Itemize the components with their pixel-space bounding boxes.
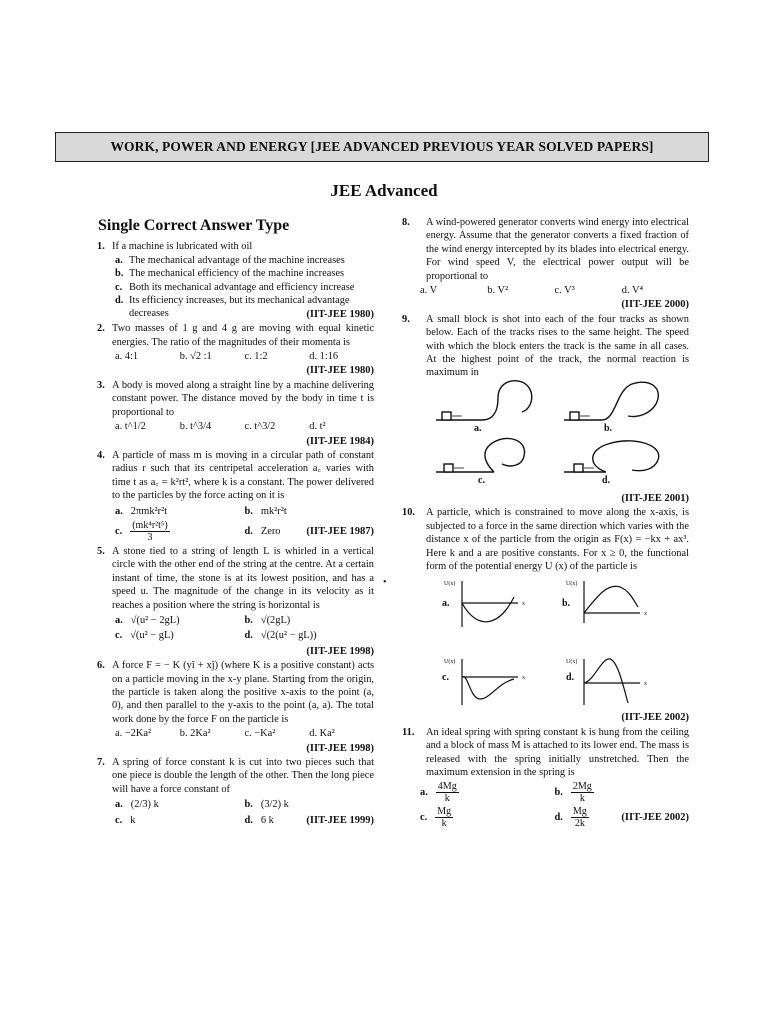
- option-c: √(u² − gL): [130, 630, 174, 642]
- option-a: $\frac{4Mg}{k}$: [437, 781, 457, 805]
- question-number: 2.: [97, 323, 105, 335]
- question-number: 8.: [402, 217, 410, 228]
- question-number: 11.: [402, 726, 415, 738]
- stray-marker: •: [383, 577, 387, 588]
- question-text: A particle of mass m is moving in a circular path of constant radius r such that its centripetal acceleration a꜀ varies with time t as a꜀ = k²rt², where k is a constant. The power delivered to the particles by the force acting on it is: [112, 449, 374, 502]
- option-b: b. V²: [487, 285, 509, 297]
- option-b: b. t^3/4: [179, 421, 212, 433]
- section-heading: Single Correct Answer Type: [98, 217, 290, 234]
- question-9: [402, 313, 689, 505]
- option-c: c. 1:2: [244, 351, 268, 363]
- potential-energy-graphs: [402, 573, 689, 711]
- question-text: If a machine is lubricated with oil: [112, 241, 253, 253]
- option-d: d. V⁴: [621, 285, 644, 297]
- question-3: [97, 379, 374, 448]
- option-b: The mechanical efficiency of the machine increases: [129, 268, 345, 280]
- option-d: d. t²: [309, 421, 326, 433]
- option-c: k: [130, 814, 136, 826]
- page-title: JEE Advanced: [330, 181, 438, 200]
- axis-label-u: U(x): [566, 659, 578, 666]
- option-a: a. t^1/2: [115, 421, 146, 433]
- option-a: a. V: [420, 285, 438, 297]
- question-text: A small block is shot into each of the four tracks as shown below. Each of the tracks rises to the same height. The speed with which the block enters the track is the same in all cases. At the highest point of the track, the normal reaction is maximum in: [426, 313, 689, 379]
- figure-label-b: b.: [604, 422, 613, 434]
- question-4: 4. A particle of mass m is moving in a circular path of constant radius r such that its centripetal acceleration a꜀ varies with time t as a꜀ = k²rt², where k is a constant. The power delivered to the particles by the force acting on it is a. 2πmk²r²t b. mk²r²t c. $\frac{\text{(mk⁴r²t⁵)}}{3}$ d. Zero (IIT-JEE 1987): [97, 449, 374, 543]
- option-b: √(2gL): [260, 614, 291, 626]
- question-number: 1.: [97, 241, 105, 253]
- question-1: 1. If a machine is lubricated with oil a. The mechanical advantage of the machine increases b. The mechanical efficiency of the machine increases c. Both its mechanical advantage and efficiency increase d. Its efficiency increases, but its mechanical advantage decreases (IIT-JEE 1980): [97, 241, 374, 320]
- question-text: A spring of force constant k is cut into two pieces such that one piece is double the length of the other. Then the long piece will have a force constant of: [112, 757, 374, 795]
- left-column: [97, 216, 374, 829]
- axis-label-u: U(x): [444, 659, 456, 666]
- exam-source: (IIT-JEE 1998): [306, 645, 374, 657]
- graph-label-b: b.: [562, 598, 571, 610]
- exam-source: (IIT-JEE 1980): [306, 308, 374, 320]
- track-figures: [402, 380, 689, 486]
- exam-source: (IIT-JEE 2000): [621, 299, 689, 311]
- option-d: √(2(u² − gL)): [260, 630, 317, 642]
- option-c: $\frac{Mg}{k}$: [437, 806, 452, 830]
- figure-label-a: a.: [474, 422, 482, 434]
- option-a: a. −2Ka²: [115, 728, 152, 740]
- axis-label-x: x: [522, 675, 525, 682]
- question-text: An ideal spring with spring constant k is hung from the ceiling and a block of mass M is attached to its lower end. The mass is released with the spring initially unstretched. Then the maximum extension in the spring is: [426, 726, 689, 778]
- track-diagrams: [402, 380, 689, 482]
- question-5: 5. A stone tied to a string of length L is whirled in a vertical circle with the other end of the string at the centre. At a certain instant of time, the stone is at its lowest position, and has a speed u. The magnitude of the change in its velocity as it reaches a position where the string is horizontal is a. √(u² − 2gL) b. √(2gL) c. √(u² − gL) d. √(2(u² − gL)) (IIT-JEE 1998): [97, 545, 374, 657]
- question-text: A force F = − K (yî + xĵ) (where K is a positive constant) acts on a particle moving in the x-y plane. Starting from the origin, the particle is taken along the positive x-axis to the point (a, 0), and then parallel to the y-axis to the point (a, a). The total work done by the force F on the particle is: [112, 660, 374, 725]
- question-number: 6.: [97, 660, 105, 672]
- exam-source: (IIT-JEE 1987): [306, 525, 374, 537]
- option-c: c. t^3/2: [244, 421, 276, 433]
- axis-label-u: U(x): [444, 581, 456, 588]
- exam-source: (IIT-JEE 2001): [621, 492, 689, 504]
- question-text: A stone tied to a string of length L is whirled in a vertical circle with the other end of the string at the centre. At a certain instant of time, the stone is at its lowest position, and has a speed u. The magnitude of the change in its velocity as it reaches a position where the string is horizontal is: [112, 545, 374, 611]
- graph-set: [402, 573, 689, 711]
- option-d: Its efficiency increases, but its mechanical advantage decreases: [129, 295, 350, 320]
- chapter-banner: WORK, POWER AND ENERGY [JEE ADVANCED PREVIOUS YEAR SOLVED PAPERS]: [55, 132, 709, 162]
- right-column: [402, 216, 689, 831]
- exam-source: (IIT-JEE 1998): [306, 742, 374, 754]
- exam-source: (IIT-JEE 1980): [306, 365, 374, 377]
- option-b: (3/2) k: [260, 799, 289, 811]
- question-6: [97, 659, 374, 755]
- exam-source: (IIT-JEE 2002): [621, 712, 689, 724]
- question-text: A wind-powered generator converts wind energy into electrical energy. Assume that the generator converts a fixed fraction of the wind energy intercepted by its blades into electrical energy. For wind speed V, the electrical power output will be proportional to: [426, 217, 689, 282]
- option-c: $\frac{\text{(mk⁴r²t⁵)}}{3}$: [132, 519, 168, 543]
- option-d: $\frac{Mg}{2k}$: [572, 806, 587, 830]
- option-d: d. Ka²: [309, 728, 335, 740]
- option-a: a. 4:1: [115, 351, 139, 363]
- question-10: [402, 506, 689, 724]
- option-a: The mechanical advantage of the machine increases: [129, 254, 345, 266]
- option-d: d. 1:16: [309, 351, 339, 363]
- option-d: Zero: [260, 525, 281, 537]
- option-b: $\frac{2Mg}{k}$: [572, 781, 592, 805]
- exam-source: (IIT-JEE 1999): [306, 814, 374, 826]
- option-b: mk²r²t: [260, 505, 287, 517]
- question-text: Two masses of 1 g and 4 g are moving with equal kinetic energies. The ratio of the magnitudes of their momenta is: [112, 323, 374, 348]
- question-2: [97, 322, 374, 378]
- figure-label-c: c.: [478, 474, 485, 486]
- option-c: c. V³: [554, 285, 575, 297]
- graph-label-c: c.: [442, 672, 449, 684]
- question-number: 5.: [97, 545, 105, 557]
- exam-source: (IIT-JEE 2002): [621, 812, 689, 824]
- option-a: √(u² − 2gL): [130, 614, 180, 626]
- question-11: 11. An ideal spring with spring constant k is hung from the ceiling and a block of mass M is attached to its lower end. The mass is released with the spring initially unstretched. Then the maximum extension in the spring is a. $\frac{4Mg}{k}$ b. $\frac{2Mg}{k}$ c. $\frac{Mg}{k}$ d. $\frac{Mg}{2k}$ (IIT-JEE 2002): [402, 726, 689, 830]
- option-b: b. √2 :1: [179, 351, 212, 363]
- question-number: 9.: [402, 313, 410, 325]
- question-number: 10.: [402, 507, 415, 519]
- question-8: [402, 216, 689, 312]
- option-a: 2πmk²r²t: [130, 505, 168, 517]
- figure-label-d: d.: [602, 474, 611, 486]
- axis-label-u: U(x): [566, 581, 578, 588]
- question-number: 3.: [97, 379, 105, 391]
- option-b: b. 2Ka²: [179, 728, 211, 740]
- question-number: 7.: [97, 757, 105, 769]
- question-text: A body is moved along a straight line by a machine delivering constant power. The distance moved by the body in time t is proportional to: [112, 379, 374, 418]
- axis-label-x: x: [522, 601, 525, 608]
- option-c: c. −Ka²: [244, 728, 276, 740]
- exam-source: (IIT-JEE 1984): [306, 435, 374, 447]
- question-text: A particle, which is constrained to move along the x-axis, is subjected to a force in the same direction which varies with the distance x of the particle from the origin as F(x) = −kx + ax³. Here k and a are positive constants. For x ≥ 0, the functional form of the potential energy U (x) of the particle is: [426, 507, 689, 572]
- graph-label-d: d.: [566, 672, 575, 684]
- graph-label-a: a.: [442, 598, 450, 610]
- option-d: 6 k: [260, 814, 274, 826]
- axis-label-x: x: [644, 611, 647, 618]
- option-a: (2/3) k: [130, 799, 159, 811]
- question-number: 4.: [97, 449, 105, 461]
- axis-label-x: x: [644, 681, 647, 688]
- question-7: 7. A spring of force constant k is cut into two pieces such that one piece is double the length of the other. Then the long piece will have a force constant of a. (2/3) k b. (3/2) k c. k d. 6 k (IIT-JEE 1999): [97, 757, 374, 826]
- option-c: Both its mechanical advantage and efficiency increase: [129, 281, 355, 293]
